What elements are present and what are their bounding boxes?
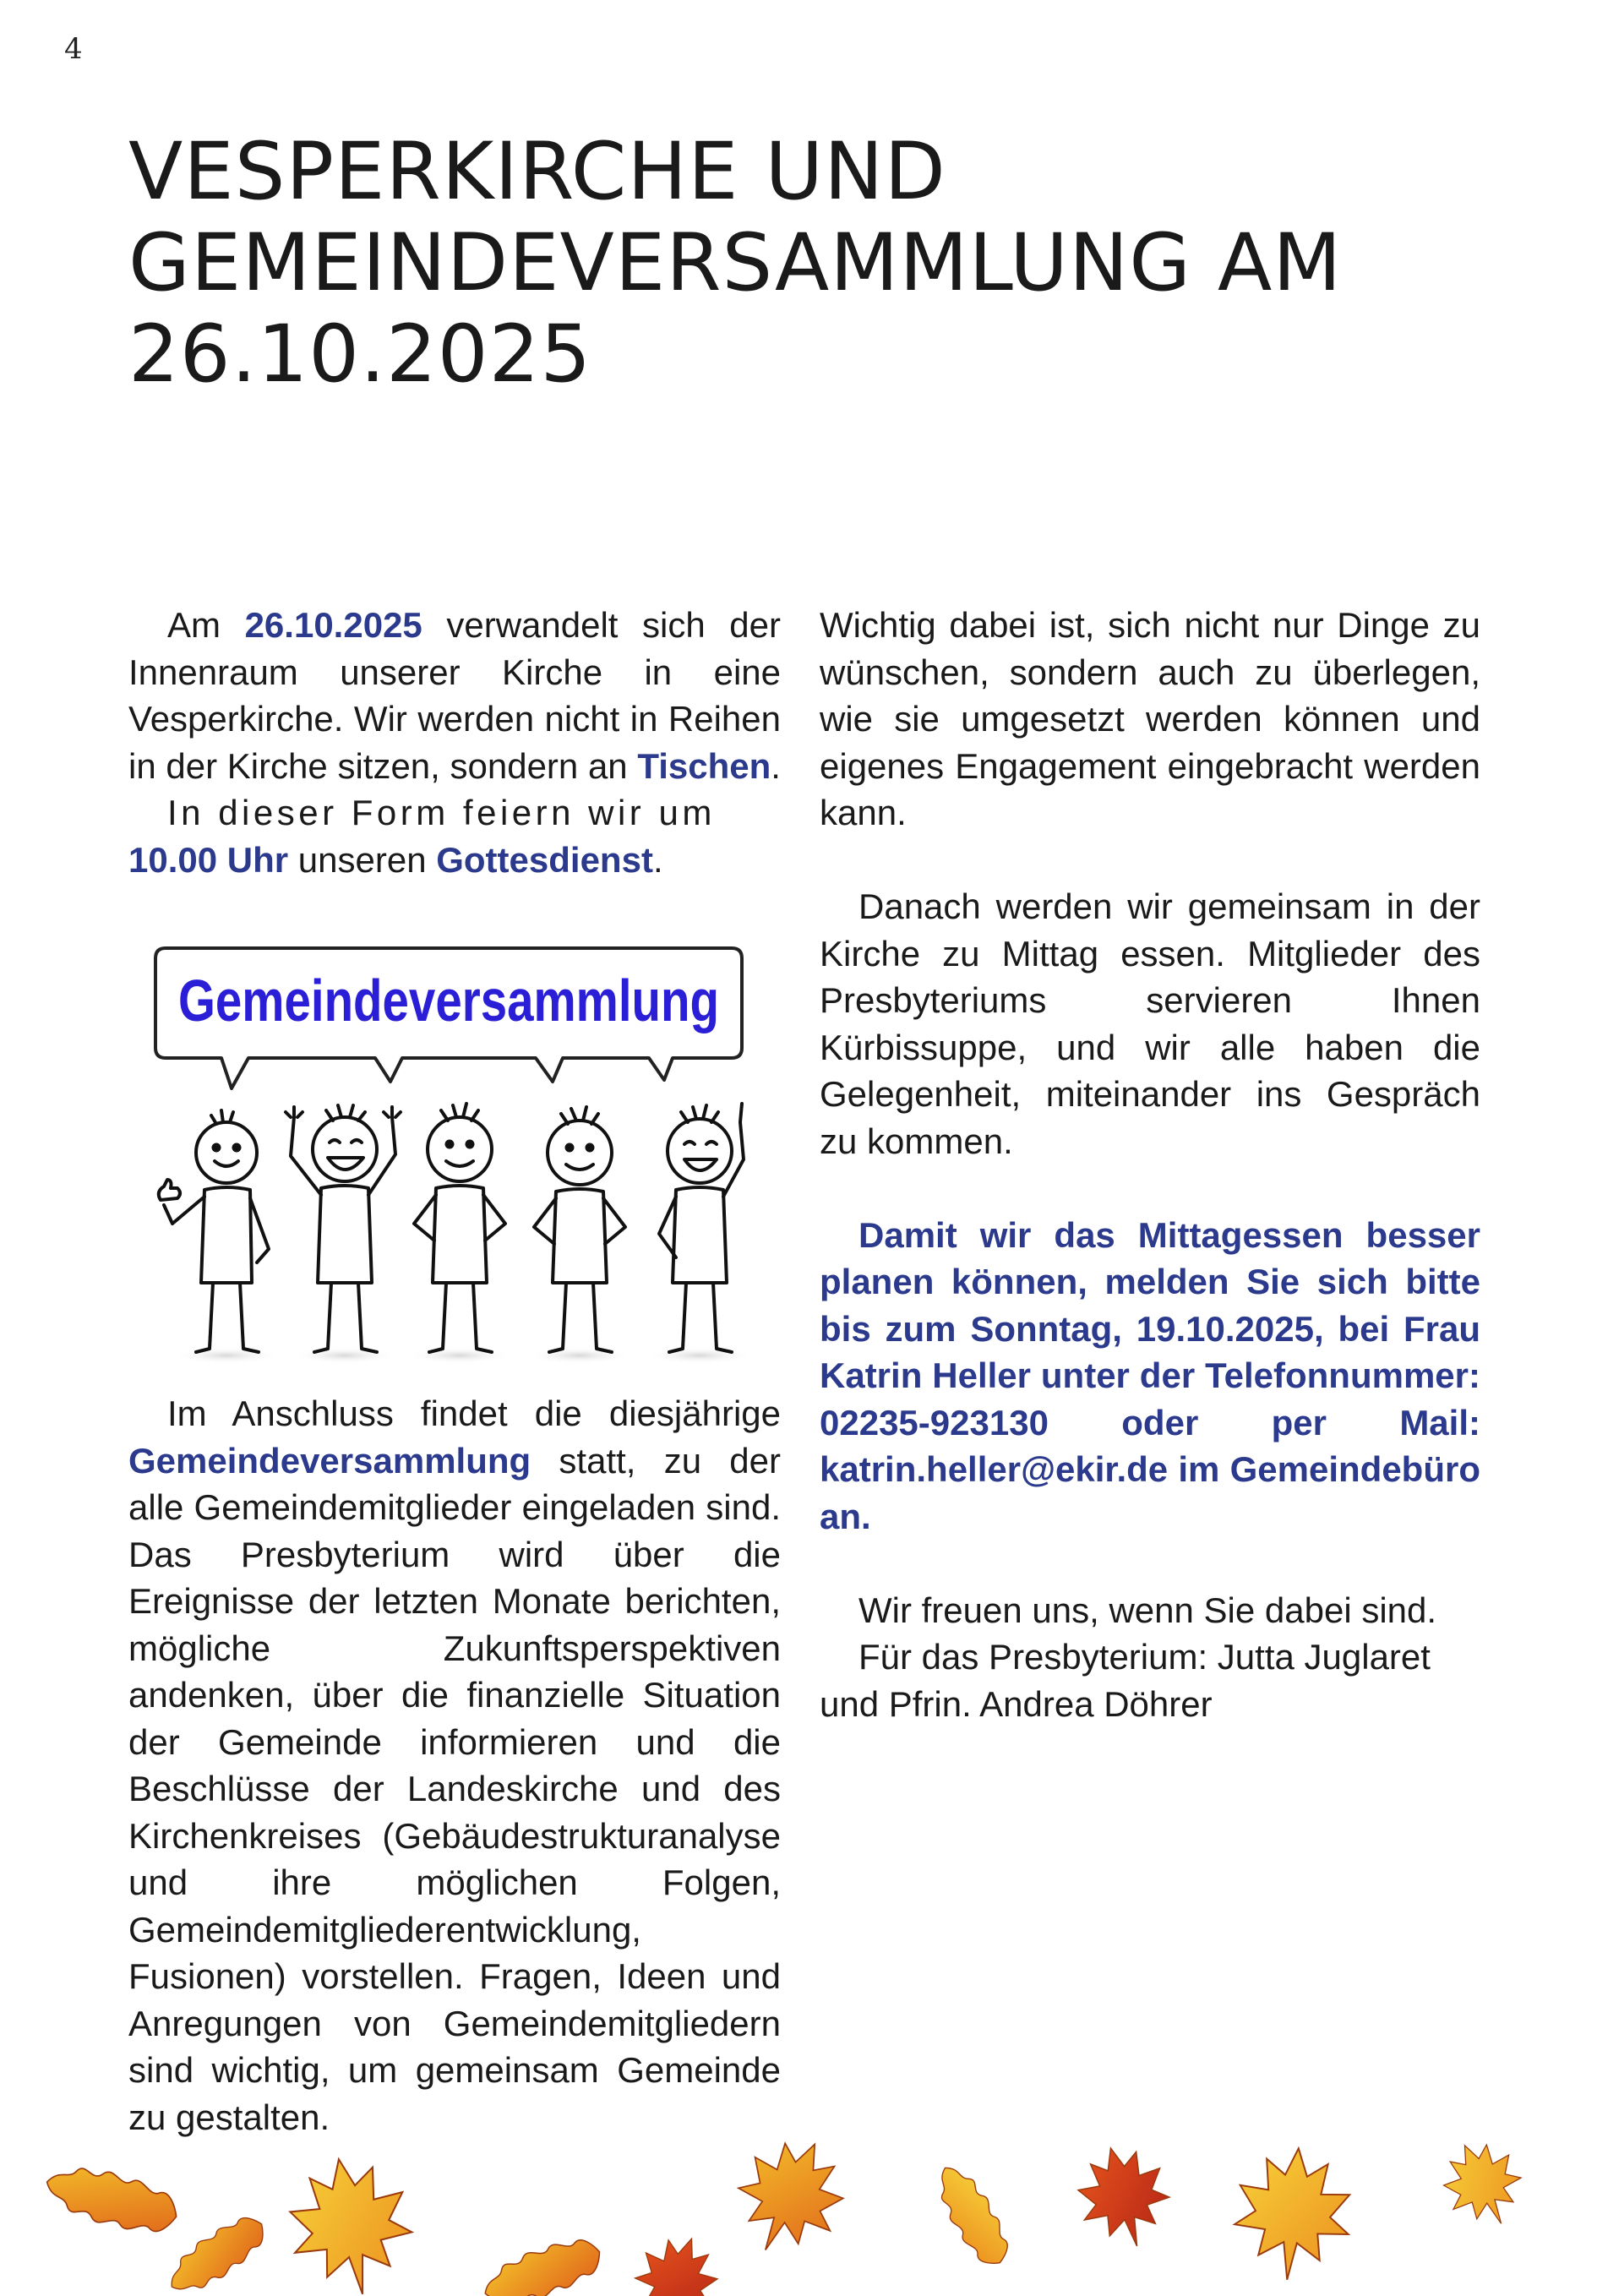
signature: Für das Presbyterium: Jutta Juglaret und Pfrin. Andrea Döhrer — [820, 1637, 1431, 1724]
stick-figure-1 — [159, 1110, 269, 1352]
stick-figure-5 — [659, 1104, 744, 1352]
left-column-upper — [128, 602, 781, 883]
bubble-text: Gemeindeversammlung — [178, 968, 719, 1033]
oak-leaf-icon — [41, 2157, 183, 2242]
maple-leaf-icon — [1230, 2143, 1355, 2284]
title-line-3: 26.10.2025 — [128, 308, 592, 401]
page-title — [128, 127, 1514, 401]
assembly-text-1: Im Anschluss findet die diesjährige — [167, 1393, 781, 1433]
left-column-lower — [128, 1390, 781, 2141]
oak-leaf-icon — [160, 2206, 274, 2296]
service-text-3: . — [652, 839, 663, 880]
service-text-2: unseren — [288, 839, 437, 880]
maple-leaf-icon — [720, 2123, 861, 2271]
intro-text-2: verwandelt sich der Innenraum unserer Kirche in eine Vesperkirche. Wir werden nicht in Reihen in der Kirche sitzen, sondern an — [128, 605, 782, 786]
stick-figure-2 — [286, 1105, 401, 1352]
maple-leaf-icon — [281, 2149, 421, 2296]
stick-figure-4 — [534, 1107, 625, 1352]
title-line-1: VESPERKIRCHE UND — [128, 126, 946, 218]
intro-text-3: . — [771, 745, 781, 786]
right-column — [820, 602, 1480, 1727]
stick-figure-3 — [414, 1104, 505, 1352]
registration-notice: Damit wir das Mittagessen besser planen können, melden Sie sich bitte bis zum Sonntag, 19.10.2025, bei Frau Katrin Heller unter der Telefonnummer: 02235-923130 oder per Mail: katrin.heller@ekir.de im Gemeindebüro an. — [820, 1214, 1480, 1536]
service-text-1: In dieser Form feiern wir um — [167, 793, 716, 832]
event-date: 26.10.2025 — [244, 605, 422, 645]
service-time: 10.00 Uhr — [128, 839, 289, 880]
assembly-paragraph — [128, 1390, 781, 2141]
intro-text-1: Am — [167, 605, 245, 645]
autumn-leaves-decoration — [0, 2146, 1597, 2296]
closing-line: Wir freuen uns, wenn Sie dabei sind. — [858, 1590, 1437, 1630]
tables-highlight: Tischen — [637, 745, 771, 786]
maple-leaf-icon — [1068, 2137, 1180, 2258]
lunch-paragraph: Danach werden wir gemeinsam in der Kirche zu Mittag essen. Mitglieder des Presbyteriums servieren Ihnen Kürbissuppe, und wir alle haben die Gelegenheit, miteinander ins Gespräch zu kommen. — [820, 886, 1480, 1161]
oak-leaf-icon — [927, 2157, 1018, 2273]
maple-leaf-icon — [1431, 2130, 1534, 2239]
stick-figures-illustration — [149, 936, 757, 1367]
assembly-text-2: statt, zu der alle Gemeindemitglieder eingeladen sind. Das Presbyterium wird über die Ereignisse der letzten Monate berichten, mögliche Zukunftsperspektiven andenken, über die finanzielle Situation der Gemeinde informieren und die Beschlüsse der Landeskirche und des Kirchenkreises (Gebäudestrukturanalyse und ihre möglichen Folgen, Gemeindemitgliederentwicklung, Fusionen) vorstellen. Fragen, Ideen und Anregungen von Gemeindemitgliedern sind wichtig, um gemeinsam Gemeinde zu gestalten. — [128, 1440, 781, 2137]
intro-paragraph — [128, 602, 781, 789]
oak-leaf-icon — [477, 2230, 608, 2296]
title-line-2: GEMEINDEVERSAMMLUNG AM — [128, 217, 1343, 309]
assembly-highlight: Gemeindeversammlung — [128, 1440, 531, 1481]
page-number: 4 — [64, 32, 83, 66]
maple-leaf-icon — [624, 2225, 729, 2296]
service-paragraph — [128, 789, 781, 837]
service-highlight: Gottesdienst — [436, 839, 653, 880]
engagement-paragraph: Wichtig dabei ist, sich nicht nur Dinge zu wünschen, sondern auch zu überlegen, wie sie umgesetzt werden können und eigenes Engagement eingebracht werden kann. — [820, 605, 1480, 832]
service-paragraph-cont — [128, 837, 781, 884]
